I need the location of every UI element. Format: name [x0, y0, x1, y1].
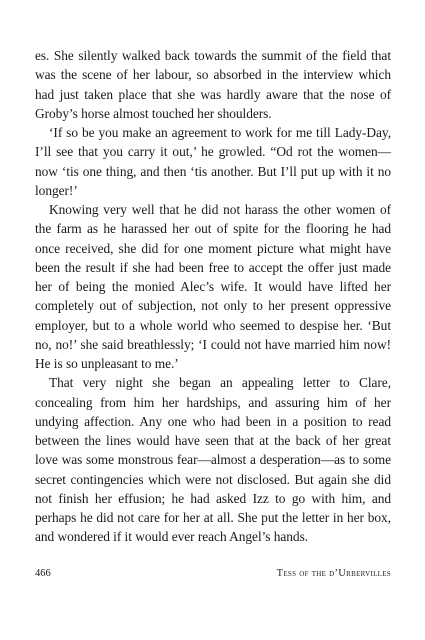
paragraph-continuation: es. She silently walked back towards the summit of the field that was the scene of her labour, so absorbed in the interview which had just taken place that she was hardly aware that the nose of Groby’s horse almost touched her shoulders. — [35, 48, 391, 121]
running-head: Tess of the d’Urbervilles — [276, 568, 391, 579]
paragraph-letter-to-clare: That very night she began an appealing letter to Clare, concealing from him her hardships, and assuring him of her undying affection. Any one who had been in a position to read between the lines would have seen that at the back of her great love was some monstrous fear—almost a desperation—as to some secret contingencies which were not disclosed. But again she did not finish her effusion; he had asked Izz to go with him, and perhaps he did not care for her at all. She put the letter in her box, and wondered if it would ever reach Angel’s hands. — [35, 375, 391, 545]
page-footer — [35, 568, 391, 584]
paragraph-tess-reflection: Knowing very well that he did not harass the other women of the farm as he harassed her out of spite for the flooring he had once received, she did for one moment picture what might have been the result if she had been free to accept the offer just made her of being the monied Alec’s wife. It would have lifted her completely out of subjection, not only to her present oppressive employer, but to a whole world who seemed to despise her. ‘But no, no!’ she said breathlessly; ‘I could not have married him now! He is so unpleasant to me.’ — [35, 202, 391, 371]
page-number: 466 — [35, 568, 51, 579]
page-body — [35, 46, 391, 547]
paragraph-groby-speech: ‘If so be you make an agreement to work for me till Lady-Day, I’ll see that you carry it out,’ he growled. “Od rot the women—now ‘tis one thing, and then ‘tis another. But I’ll put up with it no longer!’ — [35, 125, 391, 198]
